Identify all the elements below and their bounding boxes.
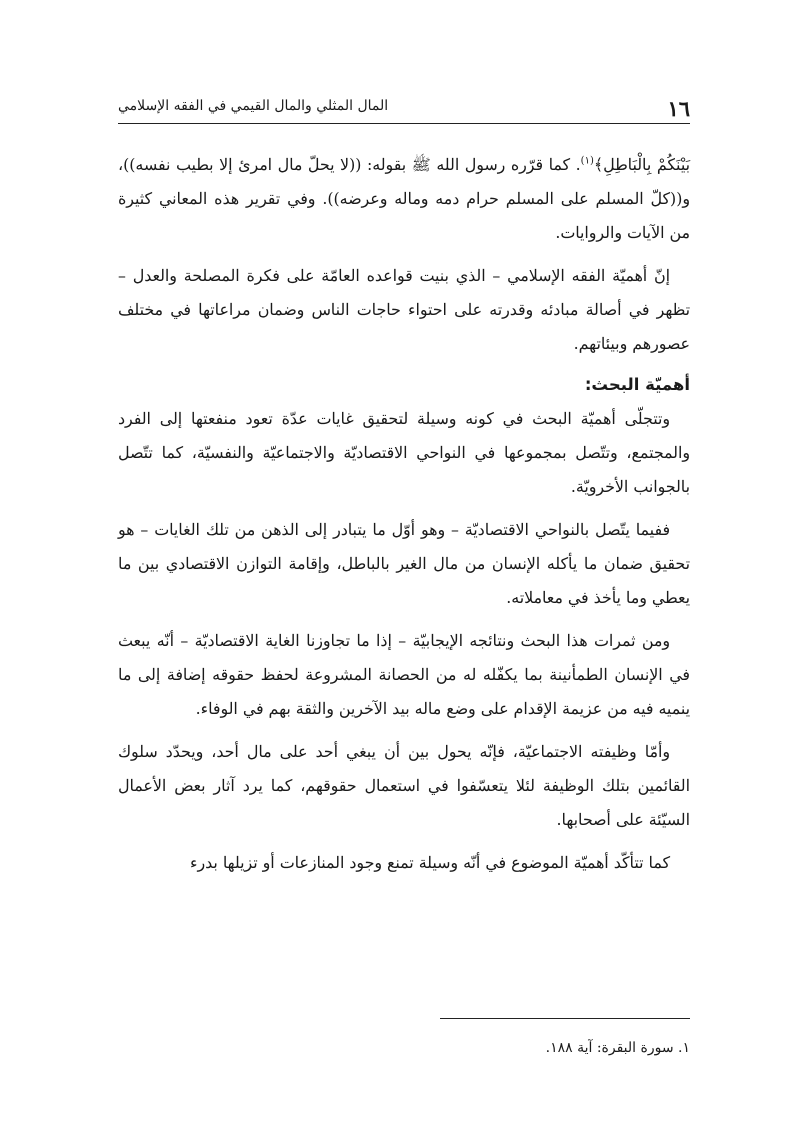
section-heading: أهميّة البحث: (584, 375, 690, 394)
paragraph-text: . كما قرّره رسول الله ﷺ بقوله: ((لا يحلّ مال امرئ إلا بطيب نفسه))، و((كلّ المسلم على المسلم حرام دمه وماله وعرضه)). وفي تقرير هذه المعاني كثيرة من الآيات والروايات. (118, 155, 690, 242)
page-body (118, 148, 690, 889)
paragraph: إنّ أهميّة الفقه الإسلامي – الذي بنيت قواعده العامّة على فكرة المصلحة والعدل – تظهر في أصالة مبادئه وقدرته على احتواء حاجات الناس وضمان مراعاتها في مختلف عصورهم وبيئاتهم. (118, 266, 690, 353)
page-header (118, 92, 690, 124)
footnote-ref: (١) (580, 155, 594, 167)
paragraph: وأمّا وظيفته الاجتماعيّة، فإنّه يحول بين أن يبغي أحد على مال أحد، ويحدّد سلوك القائمين بتلك الوظيفة لئلا يتعسّفوا في استعمال حقوقهم، كما يرد آثار بعض الأعمال السيّئة على أصحابها. (118, 742, 690, 829)
paragraph (118, 148, 690, 250)
paragraph: كما تتأكّد أهميّة الموضوع في أنّه وسيلة تمنع وجود المنازعات أو تزيلها بدرء (190, 853, 670, 872)
running-title: المال المثلي والمال القيمي في الفقه الإسلامي (118, 98, 389, 114)
page-number: ١٦ (667, 96, 690, 121)
footnote-divider (440, 1018, 690, 1019)
paragraph: وتتجلّى أهميّة البحث في كونه وسيلة لتحقيق غايات عدّة تعود منفعتها إلى الفرد والمجتمع، وتتّصل بمجموعها في النواحي الاقتصاديّة والاجتماعيّة والنفسيّة، كما تتّصل بالجوانب الأخرويّة. (118, 409, 690, 496)
footnote: ١. سورة البقرة: آية ١٨٨. (545, 1040, 690, 1056)
paragraph: ومن ثمرات هذا البحث ونتائجه الإيجابيّة – إذا ما تجاوزنا الغاية الاقتصاديّة – أنّه يبعث في الإنسان الطمأنينة بما يكفّله له من الحصانة المشروعة لحفظ حقوقه إضافة إلى ما ينميه فيه من عزيمة الإقدام على وضع ماله بيد الآخرين والثقة بهم في الوفاء. (118, 631, 690, 718)
paragraph: ففيما يتّصل بالنواحي الاقتصاديّة – وهو أوّل ما يتبادر إلى الذهن من تلك الغايات – هو تحقيق ضمان ما يأكله الإنسان من مال الغير بالباطل، وإقامة التوازن الاقتصادي بين ما يعطي وما يأخذ في معاملاته. (118, 520, 690, 607)
quran-verse-fragment: بَيْنَكُمْ بِالْبَاطِلِ﴾ (593, 155, 690, 174)
